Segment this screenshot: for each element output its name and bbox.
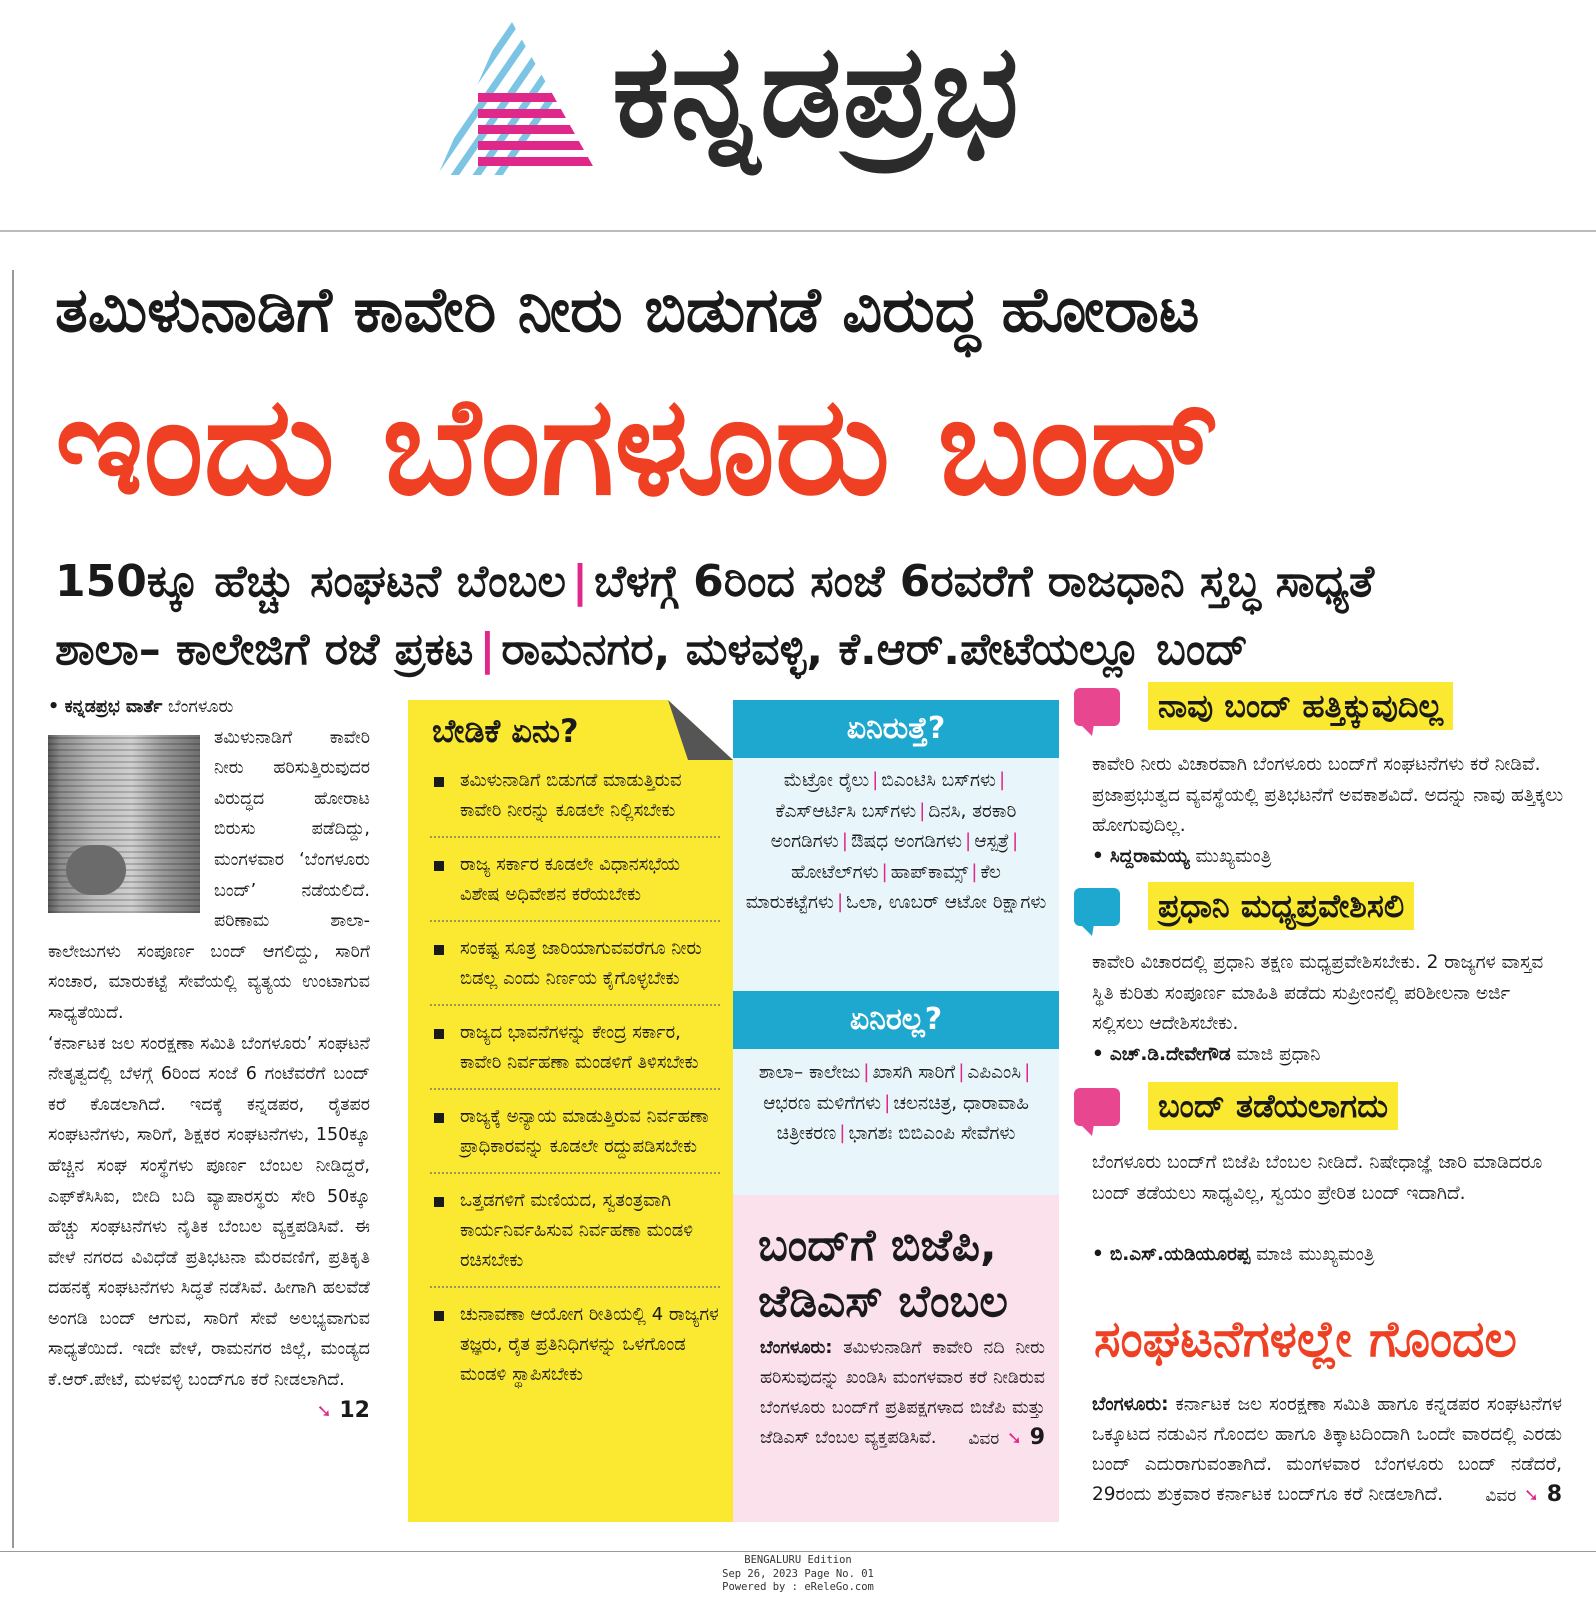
- speech-bubble-icon: [1074, 1088, 1120, 1126]
- headline-kicker: ತಮಿಳುನಾಡಿಗೆ ಕಾವೇರಿ ನೀರು ಬಿಡುಗಡೆ ವಿರುದ್ಧ ಹೋರಾಟ: [55, 273, 1200, 346]
- demands-title: ಬೇಡಿಕೆ ಏನು?: [432, 712, 579, 750]
- list-separator: |: [836, 892, 844, 913]
- demand-text: ಸಂಕಷ್ಟ ಸೂತ್ರ ಜಾರಿಯಾಗುವವರೆಗೂ ನೀರು ಬಿಡಲ್ಲ ಎಂದು ನಿರ್ಣಯ ಕೈಗೊಳ್ಳಬೇಕು: [460, 938, 702, 989]
- list-item: ಓಲಾ, ಊಬರ್ ಆಟೋ ರಿಕ್ಷಾಗಳು: [846, 892, 1047, 913]
- quote-headline: ನಾವು ಬಂದ್ ಹತ್ತಿಕ್ಕುವುದಿಲ್ಲ: [1148, 682, 1453, 730]
- demand-item: [430, 850, 720, 922]
- demand-text: ತಮಿಳುನಾಡಿಗೆ ಬಿಡುಗಡೆ ಮಾಡುತ್ತಿರುವ ಕಾವೇರಿ ನೀರನ್ನು ಕೂಡಲೇ ನಿಲ್ಲಿಸಬೇಕು: [460, 770, 682, 821]
- demand-text: ರಾಜ್ಯ ಸರ್ಕಾರ ಕೂಡಲೇ ವಿಧಾನಸಭೆಯ ವಿಶೇಷ ಅಧಿವೇಶನ ಕರೆಯಬೇಕು: [460, 854, 680, 905]
- list-separator: |: [958, 1062, 965, 1083]
- open-list: [745, 766, 1047, 919]
- demand-item: [430, 1300, 720, 1400]
- list-item: ಖಾಸಗಿ ಸಾರಿಗೆ: [872, 1062, 956, 1083]
- demand-text: ಒತ್ತಡಗಳಿಗೆ ಮಣಿಯದ, ಸ್ವತಂತ್ರವಾಗಿ ಕಾರ್ಯನಿರ್ವಹಿಸುವ ನಿರ್ವಹಣಾ ಮಂಡಳಿ ರಚಿಸಬೇಕು: [460, 1190, 694, 1271]
- quote-speaker: ಸಿದ್ದರಾಮಯ್ಯ: [1109, 846, 1190, 867]
- list-item: ಹೋಟೆಲ್‌ಗಳು: [791, 861, 879, 883]
- byline-source: ಕನ್ನಡಪ್ರಭ ವಾರ್ತೆ: [64, 697, 163, 717]
- deck-1-part-b: ಬೆಳಗ್ಗೆ 6ರಿಂದ ಸಂಜೆ 6ರವರೆಗೆ ರಾಜಧಾನಿ ಸ್ತಬ್ಧ ಸಾಧ್ಯತೆ: [594, 556, 1375, 607]
- story-paragraph-2: ‘ಕರ್ನಾಟಕ ಜಲ ಸಂರಕ್ಷಣಾ ಸಮಿತಿ ಬೆಂಗಳೂರು’ ಸಂಘಟನೆ ನೇತೃತ್ವದಲ್ಲಿ ಬೆಳಗ್ಗೆ 6ರಿಂದ ಸಂಜೆ 6 ಗಂಟೆವರೆಗೆ ಬಂದ್ ಕರೆ ಕೊಡಲಾಗಿದೆ. ಇದಕ್ಕೆ ಕನ್ನಡಪರ, ರೈತಪರ ಸಂಘಟನೆಗಳು, ಸಾರಿಗೆ, ಶಿಕ್ಷಕರ ಸಂಘಟನೆಗಳು, 150ಕ್ಕೂ ಹೆಚ್ಚಿನ ಸಂಘ ಸಂಸ್ಥೆಗಳು ಪೂರ್ಣ ಬೆಂಬಲ ನೀಡಿದ್ದರೆ, ಎಫ್‌ಕೆಸಿಸಿಐ, ಬೀದಿ ಬದಿ ವ್ಯಾಪಾರಸ್ಥರು ಸೇರಿ 50ಕ್ಕೂ ಹೆಚ್ಚು ಸಂಘಟನೆಗಳು ನೈತಿಕ ಬೆಂಬಲ ವ್ಯಕ್ತಪಡಿಸಿವೆ. ಈ ವೇಳೆ ನಗರದ ವಿವಿಧೆಡೆ ಪ್ರತಿಭಟನಾ ಮೆರವಣಿಗೆ, ಪ್ರತಿಕೃತಿ ದಹನಕ್ಕೆ ಸಂಘಟನೆಗಳು ಸಿದ್ಧತೆ ನಡೆಸಿವೆ. ಹೀಗಾಗಿ ಹಲವೆಡೆ ಅಂಗಡಿ ಬಂದ್ ಆಗುವ, ಸಾರಿಗೆ ಸೇವೆ ಅಲಭ್ಯವಾಗುವ ಸಾಧ್ಯತೆಯಿದೆ. ಇದೇ ವೇಳೆ, ರಾಮನಗರ ಜಿಲ್ಲೆ, ಮಂಡ್ಯದ ಕೆ.ಆರ್.ಪೇಟೆ, ಮಳವಳ್ಳಿ ಬಂದ್‌ಗೂ ಕರೆ ನೀಡಲಾಗಿದೆ.: [48, 1033, 370, 1391]
- left-rule: [12, 270, 14, 1548]
- list-item: ಬಿಎಂಟಿಸಿ ಬಸ್‌ಗಳು: [881, 770, 996, 791]
- footer-date-page: Sep 26, 2023 Page No. 01: [722, 1567, 874, 1580]
- byline-place: ಬೆಂಗಳೂರು: [167, 697, 234, 717]
- story-jump[interactable]: [48, 1396, 370, 1428]
- list-separator: |: [965, 831, 972, 852]
- demand-text: ಚುನಾವಣಾ ಆಯೋಗ ರೀತಿಯಲ್ಲಿ 4 ರಾಜ್ಯಗಳ ತಜ್ಞರು, ರೈತ ಪ್ರತಿನಿಧಿಗಳನ್ನು ಒಳಗೊಂಡ ಮಂಡಳಿ ಸ್ಥಾಪಿಸಬೇಕು: [460, 1304, 719, 1385]
- footer-rule: [0, 1551, 1596, 1552]
- quote-headline: ಬಂದ್ ತಡೆಯಲಾಗದು: [1148, 1082, 1398, 1130]
- quote-attribution: [1092, 1040, 1320, 1070]
- square-bullet-icon: [434, 1029, 444, 1039]
- deck-2-part-b: ರಾಮನಗರ, ಮಳವಳ್ಳಿ, ಕೆ.ಆರ್.ಪೇಟೆಯಲ್ಲೂ ಬಂದ್: [501, 624, 1248, 675]
- confusion-jump[interactable]: [1485, 1480, 1562, 1511]
- demand-item: [430, 1186, 720, 1288]
- jump-label: ವಿವರ: [1485, 1486, 1517, 1506]
- confusion-body: [1092, 1390, 1562, 1511]
- list-separator: |: [839, 1123, 846, 1144]
- deck-separator: |: [571, 556, 589, 607]
- speech-bubble-icon: [1074, 688, 1120, 726]
- list-separator: |: [1024, 1062, 1031, 1083]
- jump-page: 8: [1546, 1482, 1562, 1507]
- list-item: ಹಾಪ್‌ಕಾಮ್ಸ್: [890, 861, 969, 883]
- demand-text: ರಾಜ್ಯಕ್ಕೆ ಅನ್ಯಾಯ ಮಾಡುತ್ತಿರುವ ನಿರ್ವಹಣಾ ಪ್ರಾಧಿಕಾರವನ್ನು ಕೂಡಲೇ ರದ್ದುಪಡಿಸಬೇಕು: [460, 1106, 709, 1157]
- list-separator: |: [863, 1062, 870, 1083]
- demand-item: [430, 1018, 720, 1090]
- quote-text: ಕಾವೇರಿ ವಿಚಾರದಲ್ಲಿ ಪ್ರಧಾನಿ ತಕ್ಷಣ ಮಧ್ಯಪ್ರವೇಶಿಸಬೇಕು. 2 ರಾಜ್ಯಗಳ ವಾಸ್ತವ ಸ್ಥಿತಿ ಕುರಿತು ಸಂಪೂರ್ಣ ಮಾಹಿತಿ ಪಡೆದು ಸುಪ್ರೀಂನಲ್ಲಿ ಪರಿಶೀಲನಾ ಅರ್ಜಿ ಸಲ್ಲಿಸಲು ಆದೇಶಿಸಬೇಕು.: [1092, 952, 1544, 1034]
- list-separator: |: [1012, 831, 1019, 852]
- list-item: ಭಾಗಶಃ ಬಿಬಿಎಂಪಿ ಸೇವೆಗಳು: [848, 1123, 1016, 1144]
- quote-headline: ಪ್ರಧಾನಿ ಮಧ್ಯಪ್ರವೇಶಿಸಲಿ: [1148, 882, 1414, 930]
- speech-bubble-icon: [1074, 888, 1120, 926]
- quote-role: ಮುಖ್ಯಮಂತ್ರಿ: [1195, 846, 1272, 867]
- list-item: ಚಲನಚಿತ್ರ, ಧಾರಾವಾಹಿ ಚಿತ್ರೀಕರಣ: [776, 1092, 1029, 1144]
- list-item: ಕೆಲ ಮಾರುಕಟ್ಟೆಗಳು: [745, 861, 1001, 913]
- list-separator: |: [971, 861, 978, 883]
- byline-bullet: •: [48, 697, 60, 717]
- support-dateline: ಬೆಂಗಳೂರು:: [760, 1338, 833, 1358]
- footer-powered[interactable]: Powered by : eReleGo.com: [722, 1581, 874, 1593]
- list-item: ಔಷಧ ಅಂಗಡಿಗಳು: [850, 831, 962, 852]
- quote-text: ಬೆಂಗಳೂರು ಬಂದ್‌ಗೆ ಬಿಜೆಪಿ ಬೆಂಬಲ ನೀಡಿದೆ. ನಿಷೇಧಾಜ್ಞೆ ಜಾರಿ ಮಾಡಿದರೂ ಬಂದ್ ತಡೆಯಲು ಸಾಧ್ಯವಿಲ್ಲ, ಸ್ವಯಂ ಪ್ರೇರಿತ ಬಂದ್ ಇದಾಗಿದೆ.: [1092, 1152, 1543, 1204]
- list-item: ಎಪಿಎಂಸಿ: [967, 1062, 1022, 1083]
- square-bullet-icon: [434, 861, 444, 871]
- square-bullet-icon: [434, 1197, 444, 1207]
- quote-role: ಮಾಜಿ ಪ್ರಧಾನಿ: [1236, 1044, 1321, 1065]
- support-text: ತಮಿಳುನಾಡಿಗೆ ಕಾವೇರಿ ನದಿ ನೀರು ಹರಿಸುವುದನ್ನು ಖಂಡಿಸಿ ಮಂಗಳವಾರ ಕರೆ ನೀಡಿರುವ ಬೆಂಗಳೂರು ಬಂದ್‌ಗೆ ಪ್ರತಿಪಕ್ಷಗಳಾದ ಬಿಜೆಪಿ ಮತ್ತು ಜೆಡಿಎಸ್ ಬೆಂಬಲ ವ್ಯಕ್ತಪಡಿಸಿವೆ.: [760, 1338, 1045, 1448]
- masthead-logo-text: ಕನ್ನಡಪ್ರಭ: [612, 17, 1020, 166]
- list-item: ದಿನಸಿ, ತರಕಾರಿ ಅಂಗಡಿಗಳು: [770, 800, 1017, 852]
- demand-item: [430, 934, 720, 1006]
- square-bullet-icon: [434, 777, 444, 787]
- list-separator: |: [881, 861, 888, 883]
- square-bullet-icon: [434, 1311, 444, 1321]
- quote-attribution: [1092, 842, 1271, 872]
- quote-speaker: ಬಿ.ಎಸ್.ಯಡಿಯೂರಪ್ಪ: [1109, 1244, 1251, 1265]
- quote-attribution: [1092, 1240, 1374, 1270]
- jump-page: 9: [1029, 1425, 1045, 1450]
- demand-text: ರಾಜ್ಯದ ಭಾವನೆಗಳನ್ನು ಕೇಂದ್ರ ಸರ್ಕಾರ, ಕಾವೇರಿ ನಿರ್ವಹಣಾ ಮಂಡಳಿಗೆ ತಿಳಿಸಬೇಕು: [460, 1022, 699, 1073]
- logo-triangle-icon: [438, 15, 598, 175]
- jump-label: ವಿವರ: [968, 1429, 1000, 1449]
- quote-text: ಕಾವೇರಿ ನೀರು ವಿಚಾರವಾಗಿ ಬೆಂಗಳೂರು ಬಂದ್‌ಗೆ ಸಂಘಟನೆಗಳು ಕರೆ ನೀಡಿವೆ. ಪ್ರಜಾಪ್ರಭುತ್ವದ ವ್ಯವಸ್ಥೆಯಲ್ಲಿ ಪ್ರತಿಭಟನೆಗೆ ಅವಕಾಶವಿದೆ. ಅದನ್ನು ನಾವು ಹತ್ತಿಕ್ಕಲು ಹೋಗುವುದಿಲ್ಲ.: [1092, 754, 1564, 836]
- attribution-bullet: •: [1092, 1044, 1104, 1065]
- demands-list: [430, 766, 720, 1412]
- quote-role: ಮಾಜಿ ಮುಖ್ಯಮಂತ್ರಿ: [1256, 1244, 1375, 1265]
- list-item: ಶಾಲಾ– ಕಾಲೇಜು: [758, 1062, 861, 1083]
- list-separator: |: [998, 770, 1006, 791]
- deck-2-part-a: ಶಾಲಾ– ಕಾಲೇಜಿಗೆ ರಜೆ ಪ್ರಕಟ: [55, 624, 474, 675]
- main-headline: ಇಂದು ಬೆಂಗಳೂರು ಬಂದ್: [55, 368, 1222, 526]
- shutter-photo: [48, 735, 200, 913]
- deck-separator: |: [479, 624, 496, 675]
- confusion-headline: ಸಂಘಟನೆಗಳಲ್ಲೇ ಗೊಂದಲ: [1094, 1310, 1517, 1368]
- list-item: ಕೆಎಸ್ಆರ್ಟಿಸಿ ಬಸ್‌ಗಳು: [775, 800, 917, 822]
- support-body: [760, 1333, 1045, 1454]
- demand-item: [430, 766, 720, 838]
- list-item: ಆಸ್ಪತ್ರೆ: [974, 831, 1010, 852]
- jump-page: 12: [339, 1397, 370, 1423]
- lead-story: [48, 692, 370, 1427]
- page-fold-icon: [668, 700, 733, 760]
- list-item: ಆಭರಣ ಮಳಿಗೆಗಳು: [763, 1092, 882, 1114]
- square-bullet-icon: [434, 1113, 444, 1123]
- attribution-bullet: •: [1092, 1244, 1104, 1265]
- support-headline-line-2: ಜೆಡಿಎಸ್ ಬೆಂಬಲ: [758, 1276, 1008, 1327]
- masthead: [0, 0, 1596, 232]
- list-separator: |: [884, 1092, 891, 1114]
- deck-line-1: [55, 557, 1585, 608]
- jump-arrow-icon: ➘: [1523, 1485, 1540, 1506]
- footer-edition: BENGALURU Edition: [744, 1554, 852, 1566]
- deck-line-2: [55, 625, 1585, 676]
- demand-item: [430, 1102, 720, 1174]
- list-separator: |: [919, 800, 926, 822]
- open-title: ಏನಿರುತ್ತೆ?: [733, 700, 1059, 758]
- closed-list: [745, 1058, 1047, 1150]
- story-paragraph-1: ತಮಿಳುನಾಡಿಗೆ ಕಾವೇರಿ ನೀರು ಹರಿಸುತ್ತಿರುವುದರ ವಿರುದ್ಧದ ಹೋರಾಟ ಬಿರುಸು ಪಡೆದಿದ್ದು, ಮಂಗಳವಾರ ‘ಬೆಂಗಳೂರು ಬಂದ್’ ನಡೆಯಲಿದೆ. ಪರಿಣಾಮ ಶಾಲಾ-ಕಾಲೇಜುಗಳು ಸಂಪೂರ್ಣ ಬಂದ್ ಆಗಲಿದ್ದು, ಸಾರಿಗೆ ಸಂಚಾರ, ಮಾರುಕಟ್ಟೆ ಸೇವೆಯಲ್ಲಿ ವ್ಯತ್ಯಯ ಉಂಟಾಗುವ ಸಾಧ್ಯತೆಯಿದೆ.: [48, 727, 370, 1023]
- support-jump[interactable]: [968, 1423, 1045, 1454]
- list-item: ಮೆಟ್ರೋ ರೈಲು: [783, 770, 870, 791]
- confusion-text: ಕರ್ನಾಟಕ ಜಲ ಸಂರಕ್ಷಣಾ ಸಮಿತಿ ಹಾಗೂ ಕನ್ನಡಪರ ಸಂಘಟನೆಗಳ ಒಕ್ಕೂಟದ ನಡುವಿನ ಗೊಂದಲ ಹಾಗೂ ತಿಕ್ಕಾಟದಿಂದಾಗಿ ಒಂದೇ ವಾರದಲ್ಲಿ ಎರಡು ಬಂದ್ ಎದುರಾಗುವಂತಾಗಿದೆ. ಮಂಗಳವಾರ ಬೆಂಗಳೂರು ಬಂದ್ ನಡೆದರೆ, 29ರಂದು ಶುಕ್ರವಾರ ಕರ್ನಾಟಕ ಬಂದ್‌ಗೂ ಕರೆ ನೀಡಲಾಗಿದೆ.: [1092, 1394, 1562, 1505]
- byline: [48, 692, 370, 723]
- support-headline-line-1: ಬಂದ್‌ಗೆ ಬಿಜೆಪಿ,: [758, 1220, 997, 1271]
- list-separator: |: [872, 770, 879, 791]
- square-bullet-icon: [434, 945, 444, 955]
- deck-1-part-a: 150ಕ್ಕೂ ಹೆಚ್ಚು ಸಂಘಟನೆ ಬೆಂಬಲ: [55, 556, 566, 607]
- footer: [0, 1554, 1596, 1595]
- list-separator: |: [841, 831, 848, 852]
- attribution-bullet: •: [1092, 846, 1104, 867]
- jump-arrow-icon: ➘: [316, 1400, 332, 1422]
- quote-speaker: ಎಚ್.ಡಿ.ದೇವೇಗೌಡ: [1109, 1044, 1231, 1065]
- closed-title: ಏನಿರಲ್ಲ?: [733, 991, 1059, 1049]
- support-headline: [758, 1218, 1048, 1330]
- jump-arrow-icon: ➘: [1006, 1428, 1023, 1449]
- confusion-dateline: ಬೆಂಗಳೂರು:: [1092, 1394, 1169, 1415]
